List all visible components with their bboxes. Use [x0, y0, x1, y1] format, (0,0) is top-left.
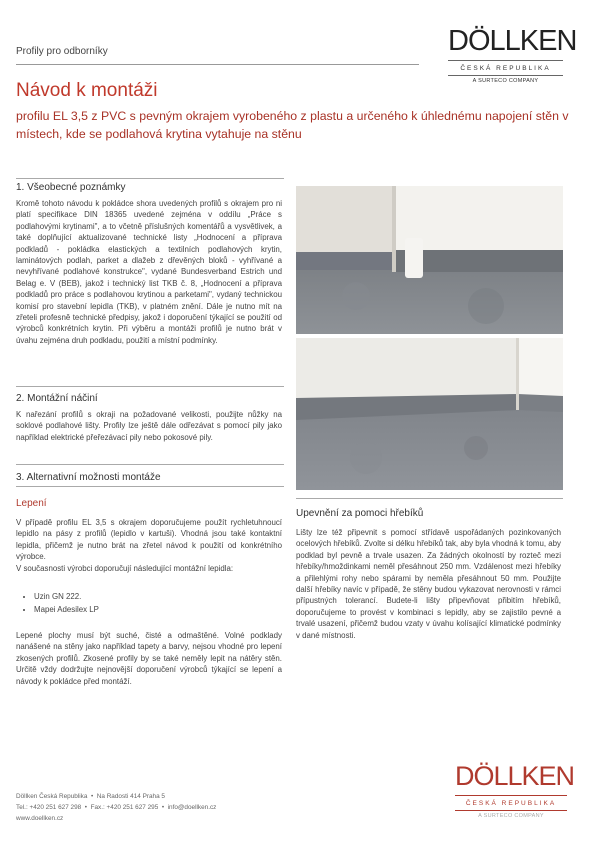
logo-country: ČESKÁ REPUBLIKA [460, 65, 551, 72]
footer-contact: Döllken Česká Republika • Na Radosti 414 Praha 5 Tel.: +420 251 627 298 • Fax.: +420 251 627 295 • info@doellken.cz www.doellken.cz [16, 793, 217, 822]
header-divider [16, 64, 419, 65]
logo-word: DÖLLKEN [455, 761, 575, 791]
adhesive-list [16, 590, 282, 616]
section-heading: 1. Všeobecné poznámky [16, 182, 126, 193]
list-item: • Mapei Adesilex LP [34, 603, 282, 616]
footer-fax: Fax.: +420 251 627 295 [90, 804, 159, 811]
footer-tel: Tel.: +420 251 627 298 [16, 804, 82, 811]
section-divider [16, 178, 284, 179]
logo-word: DÖLLKEN [448, 25, 577, 57]
section-text: Kromě tohoto návodu k pokládce shora uvedených profilů s okrajem pro ni platí specifikace DIN 18365 uvedené zejména v oddílu „Práce s podlahovými krytinami", a to včetně příslušných komentářů a vysvětlivek, a také doplňující aktualizované technické listy „Hodnocení a příprava podkladů - pokládka elastických a textilních podlahových krytin, laminátových podlah, parket a dlažeb z dřevěných bloků - vyhřívané a nevyhřívané podlahové konstrukce", vydané Bundesverband Estrich und Belag e. V (BEB), jakož i technický list TKB č. 8, „Hodnocení a příprava podkladů pro práce s podlahovou krytinou a parketami", vydaný technickou komisí pro stavební lepidla (TKB), v platném znění. Dále je nutno mít na zřeteli profesně technické předpisy, jakož i doporučení týkající se použití od výrobců konkrétních krytin. Při výběru a montáži profilů je nutno brát v úvahu zejména druh podkladu, použití a místní podmínky. [16, 199, 282, 345]
section-heading: 2. Montážní náčiní [16, 393, 98, 404]
section-divider [16, 486, 284, 487]
footer-email[interactable]: info@doellken.cz [167, 804, 217, 811]
section-divider [16, 464, 284, 465]
section-text: K nařezání profilů s okraji na požadované velikosti, použijte nůžky na soklové podlahové lišty. Profily lze ještě dále odřezávat s pomocí pily jako například elektrické přeřezávací pily nebo pokosové pily. [16, 410, 282, 442]
section-divider [16, 386, 284, 387]
photo-profile-installed [296, 338, 563, 490]
page-title: Návod k montáži [16, 80, 158, 101]
glue-text-1: V případě profilu EL 3,5 s okrajem doporučujeme použít rychletuhnoucí lepidlo na pásy z profilů (lepidlo v kartuši). Vhodná jsou také kontaktní lepidla, přičemž je nutno brát na zřetel návod k použití od konkrétního výrobce. [16, 518, 282, 562]
photo-profile-corner [296, 186, 563, 334]
nails-heading: Upevnění za pomoci hřebíků [296, 508, 424, 519]
logo-divider [448, 60, 563, 61]
footer-company: Döllken Česká Republika [16, 793, 88, 800]
logo-divider [455, 810, 567, 811]
logo-divider [448, 75, 563, 76]
glue-text-3: Lepené plochy musí být suché, čisté a odmaštěné. Volné podklady nanášené na stěny jako například tapety a barvy, nejsou vhodné pro lepení zkosených profilů. Zkosené profily by se také neměly lepit na nátěry stěn. Určitě vždy dodržujte nejnovější doporučení výrobců týkající se lepení a návody k pokládce před montáží. [16, 631, 282, 686]
logo-country: ČESKÁ REPUBLIKA [465, 800, 557, 807]
logo-divider [455, 795, 567, 796]
glue-text-2: V současnosti výrobci doporučují následující montážní lepidla: [16, 564, 234, 573]
footer-logo [455, 760, 575, 819]
footer-address: Na Radosti 414 Praha 5 [96, 793, 165, 800]
logo-company: A SURTECO COMPANY [472, 78, 539, 84]
section-divider [296, 498, 563, 499]
list-item: • Uzin GN 222. [34, 590, 282, 603]
brand-logo [448, 25, 577, 84]
footer-web[interactable]: www.doellken.cz [16, 815, 64, 822]
logo-company: A SURTECO COMPANY [478, 813, 544, 819]
nails-text: Lišty lze též připevnit s pomocí střídavě uspořádaných pozinkovaných ocelových hřebíků. Zvolte si délku hřebíků tak, aby byla vhodná k tomu, aby podklad byl pevně a trvale usazen. Za žádných okolností by rozteč mezi hřebíky/hmoždinkami neměl přesáhnout 250 mm. Vzdálenost mezi hřebíky a přilehlými rohy nebo spárami by neměla přesáhnout 50 mm. Použijte další hřebíky navíc v případě, že stěny budou vykazovat nerovnosti v rámci přípustných tolerancí. Budete-li lišty připevňovat přibitím hřebíků, doporučujeme to provést v kombinaci s lepidly, aby se zajistilo pevné a trvalé usazení, přičemž budou vzaty v úvahu kolísající klimatické podmínky v dané místnosti. [296, 528, 561, 640]
tagline: Profily pro odborníky [16, 46, 108, 57]
glue-heading: Lepení [16, 498, 47, 509]
section-heading: 3. Alternativní možnosti montáže [16, 472, 161, 483]
page-subtitle: profilu EL 3,5 z PVC s pevným okrajem vyrobeného z plastu a určeného k úhlednému napojení stěn v místech, kde se podlahová krytina vytahuje na stěnu [16, 109, 569, 141]
